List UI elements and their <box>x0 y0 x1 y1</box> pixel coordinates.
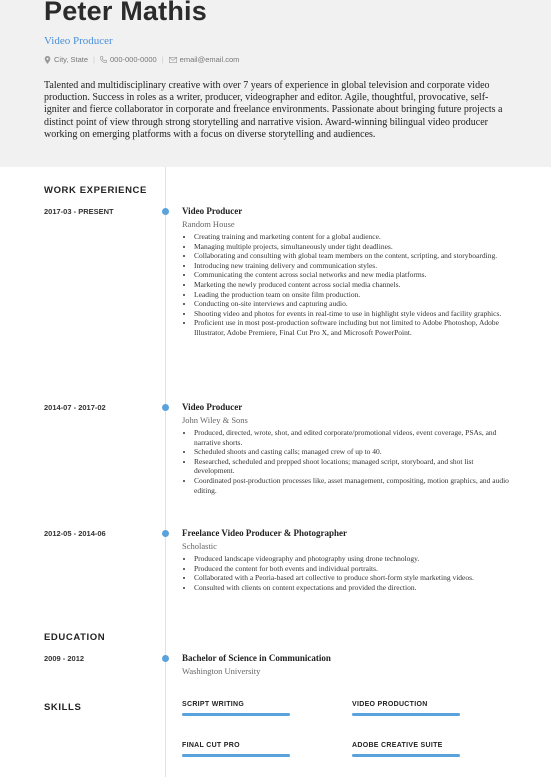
job-title: Video Producer <box>182 206 243 216</box>
timeline-dot <box>162 530 169 537</box>
job-company: John Wiley & Sons <box>182 415 248 425</box>
email-text: email@email.com <box>179 55 240 64</box>
education-dates: 2009 - 2012 <box>44 654 85 663</box>
job-title: Video Producer <box>182 402 243 412</box>
skill-level-fill <box>182 713 290 716</box>
skill-level-fill <box>352 713 460 716</box>
degree-title: Bachelor of Science in Communication <box>182 653 331 663</box>
skill-bar <box>182 754 290 757</box>
job-bullet: • Leading the production team on onsite film production. <box>194 290 512 300</box>
job-bullet: • Produced landscape videography and photography using drone technology. <box>194 554 512 564</box>
job-bullet: • Creating training and marketing content for a global audience. <box>194 232 512 242</box>
skill-label: FINAL CUT PRO <box>182 742 240 749</box>
job-bullet: • Produced the content for both events and individual portraits. <box>194 564 512 574</box>
candidate-name: Peter Mathis <box>44 0 207 26</box>
phone-text: 000-000-0000 <box>110 55 157 64</box>
skill-level-fill <box>352 754 460 757</box>
job-bullet: • Marketing the newly produced content across social media channels. <box>194 280 512 290</box>
location-pin-icon <box>44 56 51 64</box>
job-company: Scholastic <box>182 541 217 551</box>
skills-heading: SKILLS <box>44 702 82 713</box>
skill-label: VIDEO PRODUCTION <box>352 701 428 708</box>
job-dates: 2017-03 - PRESENT <box>44 207 114 216</box>
education-entry <box>182 653 512 676</box>
email-icon <box>169 57 177 63</box>
job-dates: 2012-05 - 2014-06 <box>44 529 106 538</box>
contact-phone <box>100 55 157 64</box>
job-bullet: • Collaborating and consulting with global team members on the content, scripting, and storyboarding. <box>194 251 512 261</box>
job-bullet: • Researched, scheduled and prepped shoot locations; managed script, storyboard, and shot list development. <box>194 457 512 476</box>
job-bullet: • Produced, directed, wrote, shot, and edited corporate/promotional videos, event coverage, PSAs, and narrative shorts. <box>194 428 512 447</box>
job-bullet: • Consulted with clients on content expectations and provided the direction. <box>194 583 512 593</box>
professional-summary: Talented and multidisciplinary creative with over 7 years of experience in global television and corporate video production. Success in roles as a writer, producer, videographer and editor. Agile, thoughtful, provocative, self-igniter and fierce collaborator in corporate and freelance environments. Passionate about bringing future projects a distinct point of view through strong storytelling and narrative vision. Award-winning bilingual video producer working on emerging platforms with a focus on diverse storytelling and audiences. <box>44 80 503 140</box>
job-bullet: • Proficient use in most post-production software including but not limited to Adobe Photoshop, Adobe Illustrator, Adobe Premiere, Final Cut Pro X, and Microsoft PowerPoint. <box>194 318 512 337</box>
job-bullet: • Introducing new training delivery and communication styles. <box>194 261 512 271</box>
job-bullet: • Communicating the content across social networks and new media platforms. <box>194 270 512 280</box>
skill-bar <box>352 754 460 757</box>
skill-bar <box>182 713 290 716</box>
job-bullets <box>182 428 512 495</box>
job-bullet: • Collaborated with a Peoria-based art collective to produce short-form style marketing videos. <box>194 573 512 583</box>
skill-level-fill <box>182 754 290 757</box>
job-dates: 2014-07 - 2017-02 <box>44 403 106 412</box>
skill-item <box>182 742 290 757</box>
contact-location <box>44 55 88 64</box>
phone-icon <box>100 56 107 63</box>
job-entry <box>182 206 512 338</box>
contact-email <box>169 55 240 64</box>
skill-label: SCRIPT WRITING <box>182 701 245 708</box>
candidate-title: Video Producer <box>44 35 113 47</box>
contact-info <box>44 55 239 64</box>
skill-item <box>352 701 460 716</box>
job-entry <box>182 528 512 592</box>
school-name: Washington University <box>182 666 261 676</box>
skill-label: ADOBE CREATIVE SUITE <box>352 742 443 749</box>
job-bullets <box>182 554 512 592</box>
timeline-dot <box>162 404 169 411</box>
job-company: Random House <box>182 219 235 229</box>
skill-bar <box>352 713 460 716</box>
contact-divider: | <box>161 55 164 64</box>
job-bullets <box>182 232 512 338</box>
location-text: City, State <box>54 55 89 64</box>
skill-item <box>182 701 290 716</box>
timeline-dot <box>162 208 169 215</box>
job-bullet: • Scheduled shoots and casting calls; managed crew of up to 40. <box>194 447 512 457</box>
job-entry <box>182 402 512 495</box>
timeline-dot <box>162 655 169 662</box>
job-bullet: • Shooting video and photos for events in real-time to use in highlight style videos and facility graphics. <box>194 309 512 319</box>
job-bullet: • Managing multiple projects, simultaneously under tight deadlines. <box>194 242 512 252</box>
timeline-line <box>165 167 166 777</box>
job-title: Freelance Video Producer & Photographer <box>182 528 347 538</box>
education-heading: EDUCATION <box>44 632 106 643</box>
work-experience-heading: WORK EXPERIENCE <box>44 185 147 196</box>
contact-divider: | <box>93 55 95 64</box>
job-bullet: • Coordinated post-production processes like, asset management, compositing, motion graphics, and audio editing. <box>194 476 512 495</box>
job-bullet: • Conducting on-site interviews and capturing audio. <box>194 299 512 309</box>
skill-item <box>352 742 460 757</box>
